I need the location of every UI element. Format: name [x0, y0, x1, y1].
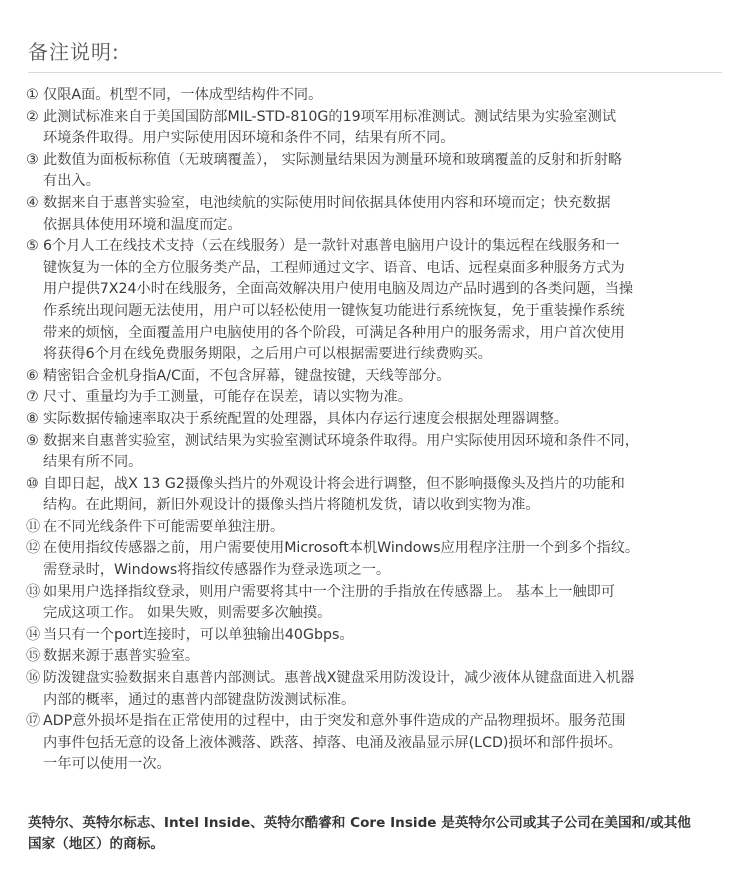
note-item	[26, 150, 732, 193]
note-item	[26, 366, 732, 388]
note-line: 数据来自惠普实验室，测试结果为实验室测试环境条件取得。用户实际使用因环境和条件不同，	[43, 432, 639, 449]
note-number: ②	[26, 108, 39, 125]
note-text	[43, 107, 732, 150]
page-title: 备注说明:	[28, 40, 120, 64]
note-number: ④	[26, 194, 39, 211]
note-line: ADP意外损坏是指在正常使用的过程中，由于突发和意外事件造成的产品物理损坏。服务范围	[43, 713, 626, 730]
note-item	[26, 387, 732, 409]
note-item	[26, 582, 732, 625]
note-line: 在不同光线条件下可能需要单独注册。	[43, 518, 285, 535]
note-line: 完成这项工作。 如果失败，则需要多次触摸。	[43, 605, 332, 622]
note-line: 键恢复为一体的全方位服务类产品，工程师通过文字、语音、电话、远程桌面多种服务方式为	[43, 259, 625, 276]
note-text	[43, 474, 732, 517]
note-line: 作系统出现问题无法使用，用户可以轻松使用一键恢复功能进行系统恢复，免于重装操作系统	[43, 302, 625, 319]
note-item	[26, 431, 732, 474]
note-line: 此测试标准来自于美国国防部MIL-STD-810G的19项军用标准测试。测试结果为实验室测试	[43, 108, 617, 125]
note-item	[26, 193, 732, 236]
note-item	[26, 85, 732, 107]
note-line: 依据具体使用环境和温度而定。	[43, 216, 242, 233]
note-line: 环境条件取得。用户实际使用因环境和条件不同，结果有所不同。	[43, 130, 455, 147]
note-line: 结构。在此期间，新旧外观设计的摄像头挡片将随机发货，请以收到实物为准。	[43, 497, 540, 514]
note-item	[26, 668, 732, 711]
trademark-line: 英特尔、英特尔标志、Intel Inside、英特尔酷睿和 Core Inside 是英特尔公司或其子公司在美国和/或其他	[28, 815, 691, 831]
note-text	[43, 625, 732, 647]
note-item	[26, 517, 732, 539]
note-number: ⑤	[26, 238, 39, 255]
note-item	[26, 236, 732, 366]
note-number: ⑦	[26, 389, 39, 406]
note-text	[43, 668, 732, 711]
note-line: 一年可以使用一次。	[43, 756, 171, 773]
note-item	[26, 646, 732, 668]
note-line: 内部的概率，通过的惠普内部键盘防泼测试标准。	[43, 691, 356, 708]
note-line: 结果有所不同。	[43, 454, 143, 471]
note-number: ⑫	[26, 540, 41, 557]
note-line: 数据来源于惠普实验室。	[43, 648, 200, 665]
note-number: ⑧	[26, 410, 39, 427]
note-text	[43, 711, 732, 776]
note-text	[43, 646, 732, 668]
note-line: 仅限A面。机型不同，一体成型结构件不同。	[43, 87, 323, 103]
note-item	[26, 409, 732, 431]
note-number: ⑮	[26, 648, 41, 665]
trademark-notice	[28, 813, 728, 855]
note-text	[43, 150, 732, 193]
title-divider	[28, 72, 722, 73]
note-line: 精密铝合金机身指A/C面，不包含屏幕，键盘按键，天线等部分。	[43, 367, 451, 384]
note-number: ⑬	[26, 583, 41, 600]
note-item	[26, 538, 732, 581]
trademark-line: 国家（地区）的商标。	[28, 836, 164, 852]
note-item	[26, 711, 732, 776]
note-line: 自即日起，战X 13 G2摄像头挡片的外观设计将会进行调整，但不影响摄像头及挡片的功能和	[43, 475, 625, 492]
note-number: ⑯	[26, 670, 41, 687]
note-text	[43, 517, 732, 539]
note-item	[26, 107, 732, 150]
note-number: ⑥	[26, 367, 39, 384]
note-line: 尺寸、重量均为手工测量，可能存在误差，请以实物为准。	[43, 389, 412, 406]
note-number: ⑨	[26, 432, 39, 449]
note-line: 内事件包括无意的设备上液体溅落、跌落、掉落、电涌及液晶显示屏(LCD)损坏和部件损坏。	[43, 734, 622, 751]
note-item	[26, 625, 732, 647]
note-line: 此数值为面板标称值（无玻璃覆盖）， 实际测量结果因为测量环境和玻璃覆盖的反射和折射略	[43, 151, 623, 168]
note-line: 防泼键盘实验数据来自惠普内部测试。惠普战X键盘采用防泼设计，减少液体从键盘面进入机器	[43, 670, 635, 687]
note-text	[43, 387, 732, 409]
note-text	[43, 85, 732, 107]
note-number: ⑪	[26, 518, 41, 535]
note-line: 需登录时，Windows将指纹传感器作为登录选项之一。	[43, 562, 391, 579]
note-line: 如果用户选择指纹登录，则用户需要将其中一个注册的手指放在传感器上。 基本上一触即可	[43, 583, 616, 600]
note-line: 将获得6个月在线免费服务期限，之后用户可以根据需要进行续费购买。	[43, 346, 492, 363]
note-text	[43, 409, 732, 431]
note-text	[43, 538, 732, 581]
note-line: 6个月人工在线技术支持（云在线服务）是一款针对惠普电脑用户设计的集远程在线服务和一	[43, 238, 620, 255]
note-number: ①	[26, 87, 39, 103]
note-number: ⑰	[26, 713, 41, 730]
note-text	[43, 236, 732, 366]
note-line: 有出入。	[43, 173, 100, 190]
note-line: 数据来自于惠普实验室，电池续航的实际使用时间依据具体使用内容和环境而定；快充数据	[43, 194, 611, 211]
note-line: 当只有一个port连接时，可以单独输出40Gbps。	[43, 626, 354, 643]
note-text	[43, 582, 732, 625]
note-number: ⑩	[26, 475, 39, 492]
note-line: 带来的烦恼，全面覆盖用户电脑使用的各个阶段，可满足各种用户的服务需求，用户首次使用	[43, 324, 625, 341]
note-line: 在使用指纹传感器之前，用户需要使用Microsoft本机Windows应用程序注册一个到多个指纹。	[43, 540, 640, 557]
note-text	[43, 366, 732, 388]
note-line: 实际数据传输速率取决于系统配置的处理器，具体内存运行速度会根据处理器调整。	[43, 410, 568, 427]
notes-list	[26, 85, 732, 776]
note-number: ③	[26, 151, 39, 168]
note-text	[43, 431, 732, 474]
note-item	[26, 474, 732, 517]
note-text	[43, 193, 732, 236]
note-line: 用户提供7X24小时在线服务，全面高效解决用户使用电脑及周边产品时遇到的各类问题，当操	[43, 281, 634, 298]
note-number: ⑭	[26, 626, 41, 643]
